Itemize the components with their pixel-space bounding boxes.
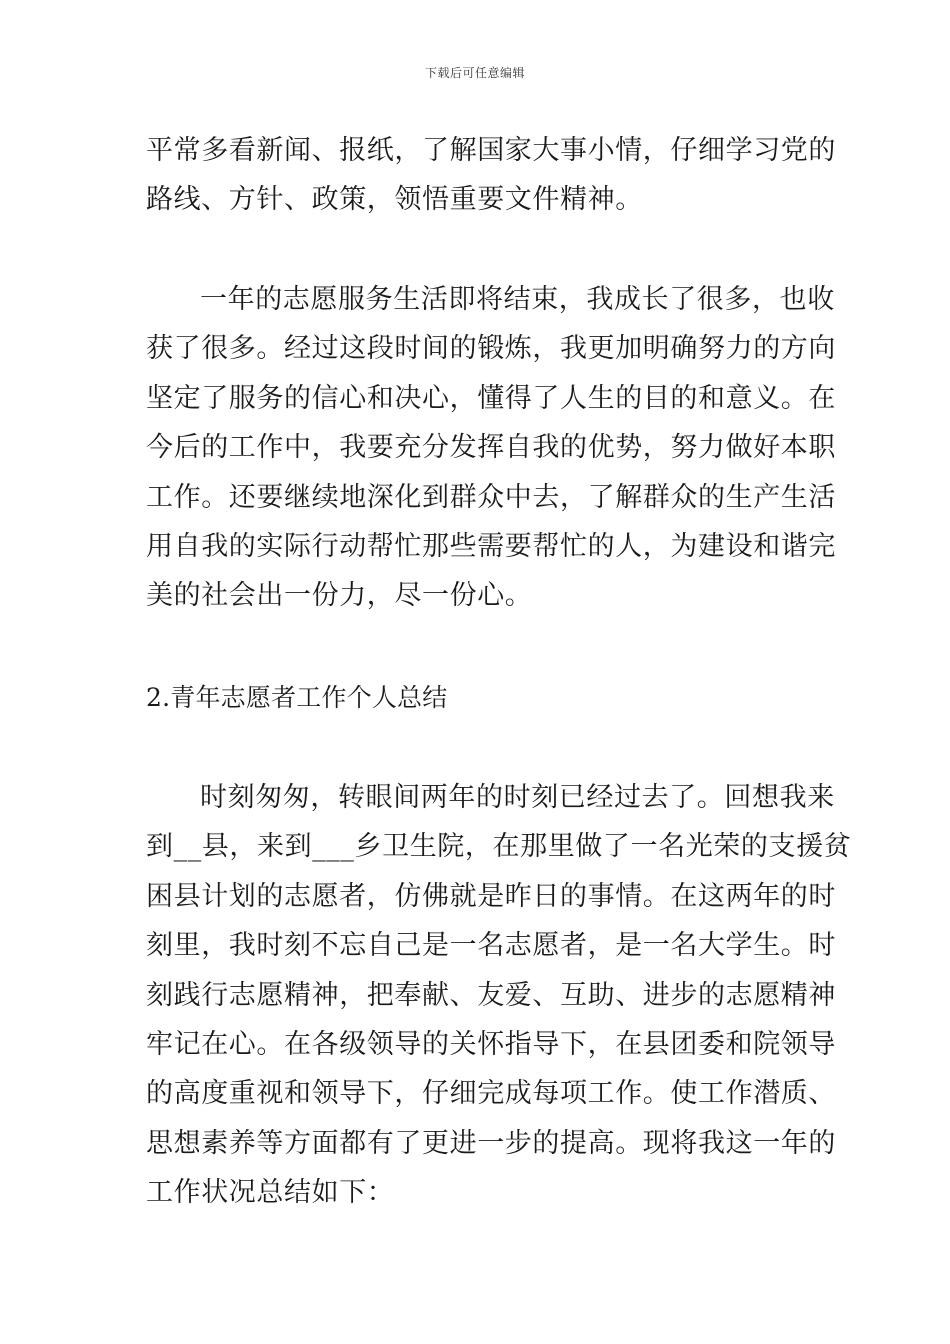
paragraph-1: [146, 126, 836, 225]
paragraph-line: 到__县，来到___乡卫生院，在那里做了一名光荣的支援贫: [146, 831, 852, 863]
paragraph-line: 用自我的实际行动帮忙那些需要帮忙的人，为建设和谐完: [146, 530, 836, 562]
paragraph-line: 工作。还要继续地深化到群众中去，了解群众的生产生活: [146, 481, 836, 513]
page-header-note: 下载后可任意编辑: [424, 66, 525, 80]
paragraph-line: 思想素养等方面都有了更进一步的提高。现将我这一年的: [146, 1127, 836, 1159]
paragraph-line: 工作状况总结如下：: [146, 1177, 395, 1209]
paragraph-line: 刻践行志愿精神，把奉献、友爱、互助、进步的志愿精神: [146, 979, 836, 1011]
paragraph-line: 坚定了服务的信心和决心，懂得了人生的目的和意义。在: [146, 382, 836, 414]
paragraph-line: 今后的工作中，我要充分发挥自我的优势，努力做好本职: [146, 432, 836, 464]
paragraph-line: 平常多看新闻、报纸，了解国家大事小情，仔细学习党的: [146, 135, 836, 166]
paragraph-line: 的高度重视和领导下，仔细完成每项工作。使工作潜质、: [146, 1078, 836, 1110]
section-heading: [146, 673, 816, 722]
paragraph-line: 路线、方针、政策，领悟重要文件精神。: [146, 184, 643, 216]
paragraph-2: [146, 275, 836, 621]
paragraph-line: 一年的志愿服务生活即将结束，我成长了很多，也收: [200, 284, 835, 315]
paragraph-line: 困县计划的志愿者，仿佛就是昨日的事情。在这两年的时: [146, 880, 836, 912]
paragraph-line: 刻里，我时刻不忘自己是一名志愿者，是一名大学生。时: [146, 930, 836, 962]
paragraph-line: 牢记在心。在各级领导的关怀指导下，在县团委和院领导: [146, 1028, 836, 1060]
paragraph-line: 美的社会出一份力，尽一份心。: [146, 580, 533, 612]
section-heading-text: 2.青年志愿者工作个人总结: [146, 683, 448, 712]
paragraph-line: 获了很多。经过这段时间的锻炼，我更加明确努力的方向: [146, 333, 836, 365]
paragraph-line: 时刻匆匆，转眼间两年的时刻已经过去了。回想我来: [200, 782, 835, 813]
paragraph-3: [146, 773, 852, 1218]
